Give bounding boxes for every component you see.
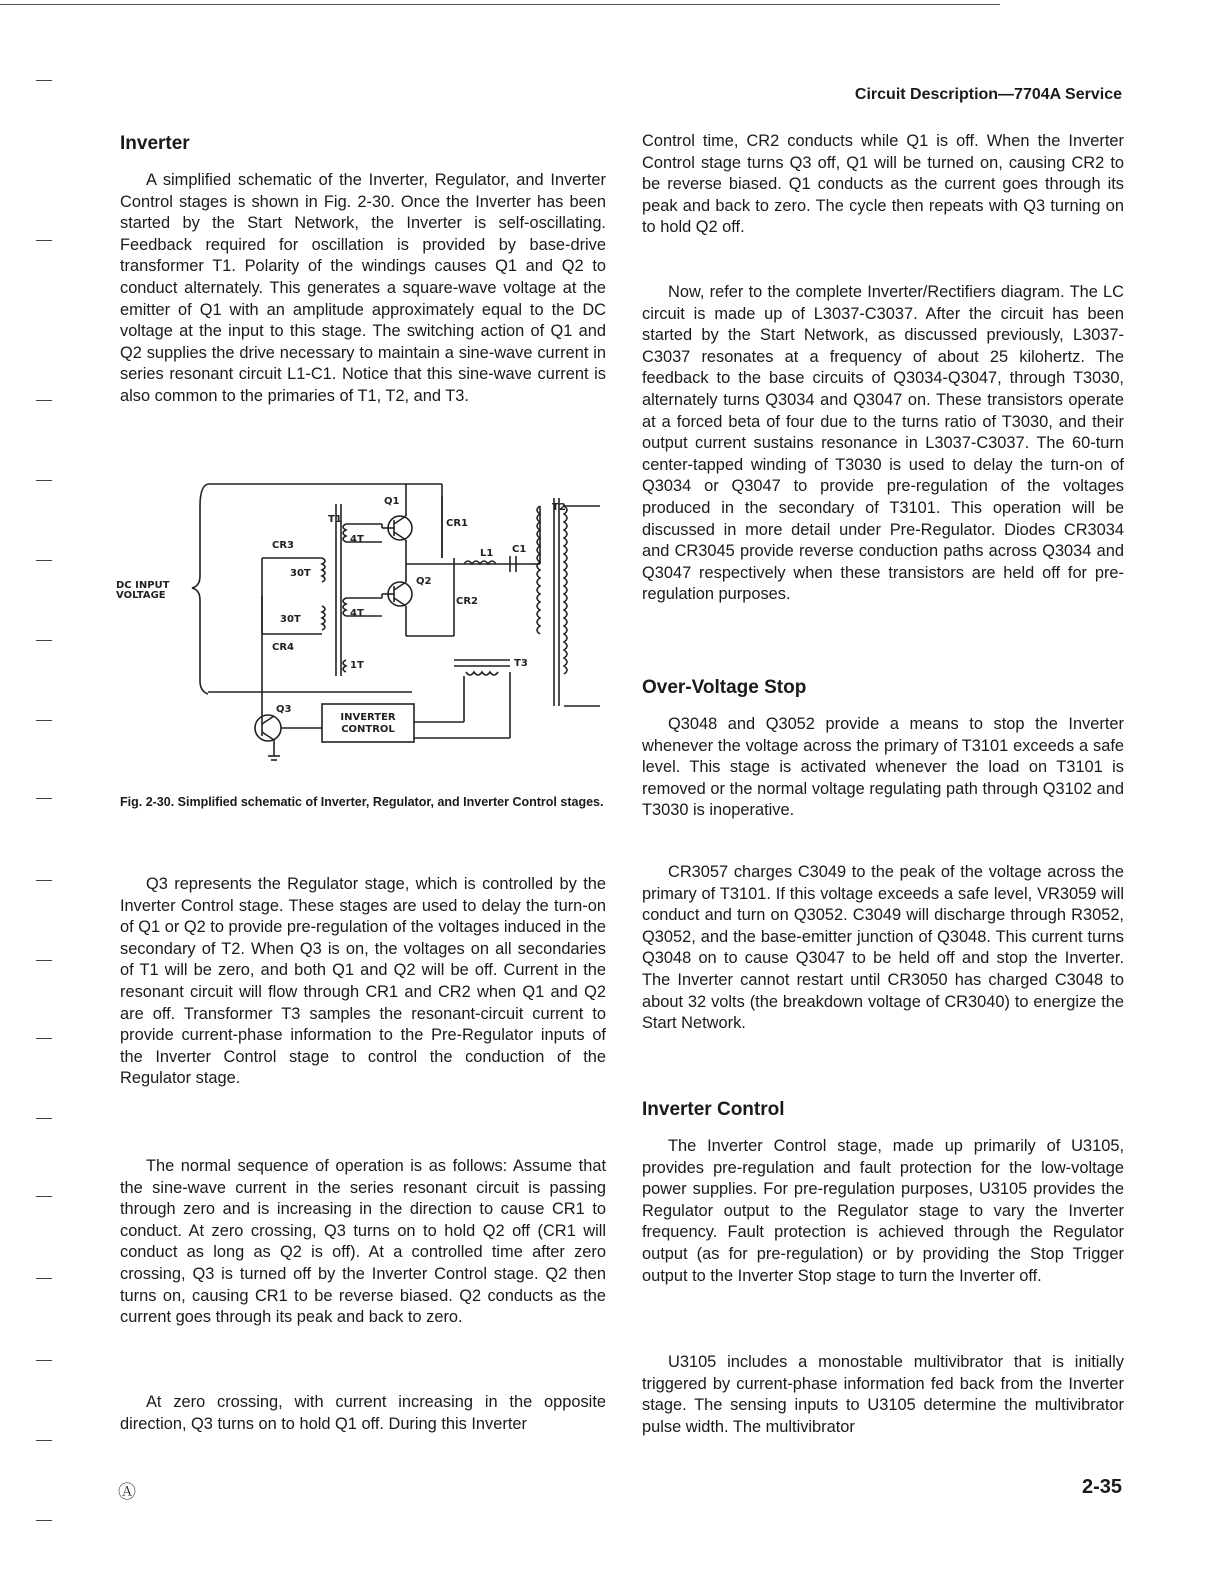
page-number: 2-35 [1081, 1476, 1122, 1498]
sequence-paragraph-block [120, 1156, 606, 1329]
punch-margin [30, 70, 70, 1550]
continuation-block [642, 131, 1124, 239]
complete-diagram-paragraph: Now, refer to the complete Inverter/Rectifiers diagram. The LC circuit is made up of L3037-C3037. After the circuit has been started by the Start Network, as discussed previously, L3037-C3037 resonates at a frequency of about 25 kilohertz. The feedback to the base circuits of Q3034-Q3047, through T3030, alternately turns Q3034 and Q3047 on. These transistors operate at a forced beta of four due to the turns ratio of T3030, and their output current sustains resonance in L3037-C3037. The 60-turn center-tapped winding of T3030 is used to delay the turn-on of Q3034 or Q3047 to provide pre-regulation of the voltages produced in the secondary of T3101. This operation will be discussed in more detail under Pre-Regulator. Diodes CR3034 and CR3045 provide reverse conduction paths across Q3034 and Q3047 respectively when these transistors are held off for pre-regulation purposes. [642, 283, 1124, 604]
overvoltage-section [642, 676, 1124, 822]
inverter-control-box-label: INVERTER [340, 712, 396, 723]
winding-30t-a: 30T [290, 568, 311, 579]
cr3057-paragraph: CR3057 charges C3049 to the peak of the voltage across the primary of T3101. If this voltage exceeds a safe level, VR3059 will conduct and turn on Q3052. C3049 will discharge through R3052, Q3052, and the base-emitter junction of Q3048. This current turns Q3048 on to cause Q3047 to be held off and stop the Inverter. The Inverter cannot restart until CR3050 has charged C3048 to about 32 volts (the breakdown voltage of CR3040) to energize the Start Network. [642, 863, 1124, 1033]
u3105-paragraph: U3105 includes a monostable multivibrator that is initially triggered by current-phase information fed back from the Inverter stage. The sensing inputs to U3105 determine the multivibrator pulse width. The multivibrator [642, 1353, 1124, 1436]
c1-label: C1 [512, 544, 527, 555]
inverter-control-section [642, 1098, 1124, 1287]
q3-label: Q3 [276, 704, 292, 715]
cr1-label: CR1 [446, 518, 468, 529]
l1-label: L1 [480, 548, 494, 559]
inverter-control-paragraph: The Inverter Control stage, made up primarily of U3105, provides pre-regulation and fault protection for the low-voltage power supplies. For pre-regulation purposes, U3105 provides the Regulator output to the Regulator stage to vary the Inverter frequency. Fault protection is achieved through the Regulator output (as for pre-regulation) or by providing the Stop Trigger output to the Inverter Stop stage to turn the Inverter off. [642, 1137, 1124, 1285]
q3-paragraph: Q3 represents the Regulator stage, which is controlled by the Inverter Control stage. These stages are used to delay the turn-on of Q1 or Q2 to provide pre-regulation of the voltages induced in the secondary of T2. When Q3 is on, the voltages on all secondaries of T1 will be zero, and both Q1 and Q2 will be off. Current in the resonant circuit will flow through CR1 and CR2 when Q1 and Q2 are off. Transformer T3 samples the resonant-circuit current to provide current-phase information to the Pre-Regulator inputs of the Inverter Control stage to control the conduction of the Regulator stage. [120, 875, 606, 1088]
cr4-label: CR4 [272, 642, 294, 653]
complete-diagram-block [642, 282, 1124, 606]
overvoltage-paragraph: Q3048 and Q3052 provide a means to stop the Inverter whenever the voltage across the primary of T3101 exceeds a safe level. This stage is activated whenever the load on T3101 is removed or the normal voltage regulating path through Q3102 and T3030 is inoperative. [642, 715, 1124, 820]
zero-crossing-paragraph: At zero crossing, with current increasing in the opposite direction, Q3 turns on to hold Q1 off. During this Inverter [120, 1393, 606, 1433]
q2-label: Q2 [416, 576, 432, 587]
dc-input-label-2: VOLTAGE [116, 590, 166, 601]
inverter-paragraph: A simplified schematic of the Inverter, Regulator, and Inverter Control stages is shown in Fig. 2-30. Once the Inverter has been started by the Start Network, the Inverter is self-oscillating. Feedback required for oscillation is provided by base-drive transformer T1. Polarity of the windings causes Q1 and Q2 to conduct alternately. This generates a square-wave voltage at the emitter of Q1 with an amplitude approximately equal to the DC voltage at the input to this stage. The switching action of Q1 and Q2 supplies the drive necessary to maintain a sine-wave current in series resonant circuit L1-C1. Notice that this sine-wave current is also common to the primaries of T1, T2, and T3. [120, 171, 606, 405]
running-head: Circuit Description—7704A Service [854, 86, 1122, 103]
inverter-control-heading: Inverter Control [642, 1099, 785, 1120]
revision-mark: Ⓐ [118, 1482, 136, 1502]
t3-label: T3 [514, 658, 528, 669]
winding-30t-b: 30T [280, 614, 301, 625]
winding-1t: 1T [350, 660, 364, 671]
cr3-label: CR3 [272, 540, 294, 551]
winding-4t-a: 4T [350, 534, 364, 545]
inverter-section [120, 132, 606, 408]
inverter-schematic [112, 476, 612, 766]
sequence-paragraph: The normal sequence of operation is as follows: Assume that the sine-wave current in the series resonant circuit is passing through zero and is increasing in the direction to cause CR1 to conduct. At zero crossing, Q3 turns on to hold Q2 off (CR1 will conduct as long as Q2 is off). At a controlled time after zero crossing, Q3 is turned off by the Inverter Control stage. Q2 then turns on, causing CR1 to be reverse biased. Q2 conducts as the current goes through its peak and back to zero. [120, 1157, 606, 1327]
schematic-svg [112, 476, 612, 766]
cr2-label: CR2 [456, 596, 478, 607]
overvoltage-heading: Over-Voltage Stop [642, 677, 807, 698]
figure-caption: Fig. 2-30. Simplified schematic of Inverter, Regulator, and Inverter Control stages. [120, 795, 604, 809]
t1-label: T1 [328, 514, 342, 525]
t2-label: T2 [552, 502, 566, 513]
top-rule [0, 4, 1000, 5]
dc-input-label: DC INPUT [116, 580, 170, 591]
u3105-block [642, 1352, 1124, 1438]
inverter-control-box-label-2: CONTROL [341, 724, 395, 735]
q3-paragraph-block [120, 874, 606, 1090]
inverter-heading: Inverter [120, 133, 190, 154]
q1-label: Q1 [384, 496, 400, 507]
cr3057-block [642, 862, 1124, 1035]
winding-4t-b: 4T [350, 608, 364, 619]
zero-crossing-paragraph-block [120, 1392, 606, 1435]
continuation-paragraph: Control time, CR2 conducts while Q1 is off. When the Inverter Control stage turns Q3 off, Q1 will be turned on, causing CR2 to be reverse biased. Q1 conducts as the current goes through its peak and back to zero. The cycle then repeats with Q3 turning on to hold Q2 off. [642, 132, 1124, 237]
